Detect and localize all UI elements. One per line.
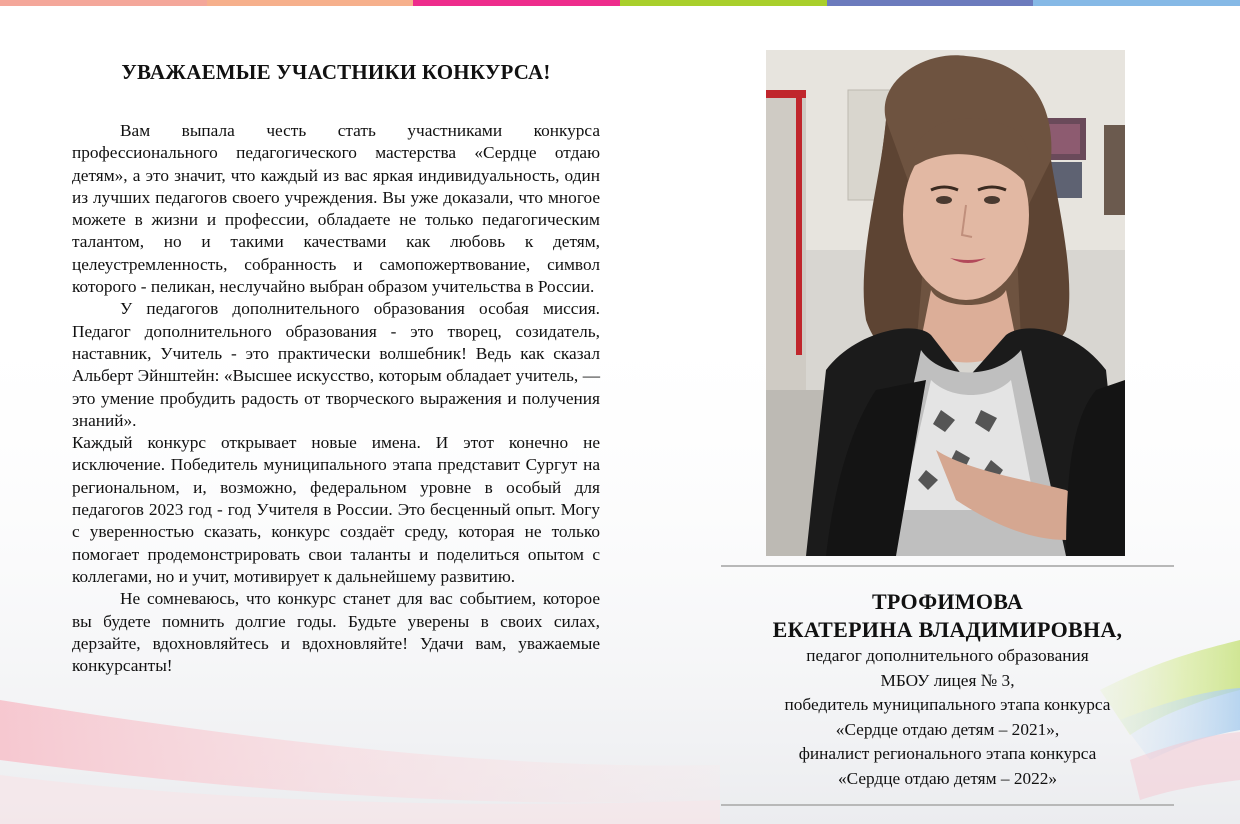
portrait-photo [766, 50, 1125, 556]
teacher-surname: ТРОФИМОВА [871, 589, 1024, 614]
portrait-illustration [766, 50, 1125, 556]
teacher-role-line: «Сердце отдаю детям – 2022» [837, 768, 1058, 788]
message-paragraph: У педагогов дополнительного образования особая миссия. Педагог дополнительного образования - это творец, созидатель, наставник, Учитель - это практически волшебник! Ведь как сказал Альберт Эйнштейн: «Высшее искусство, которым обладает учитель, — это умение пробудить радость от творческого выражения и получения знаний». [72, 299, 600, 430]
divider-top [721, 565, 1174, 567]
message-body [72, 120, 600, 677]
teacher-role-line: «Сердце отдаю детям – 2021», [835, 719, 1060, 739]
teacher-role-line: МБОУ лицея № 3, [880, 670, 1015, 690]
teacher-given-names: ЕКАТЕРИНА ВЛАДИМИРОВНА, [772, 617, 1123, 642]
teacher-info [721, 588, 1174, 791]
message-paragraph: Вам выпала честь стать участниками конкурса профессионального педагогического мастерства «Сердце отдаю детям», а это значит, что каждый из вас яркая индивидуальность, один из лучших педагогов своего учреждения. Вы уже доказали, что многое можете в жизни и профессии, обладаете не только педагогическим талантом, но и такими качествами как любовь к детям, целеустремленность, собранность и самопожертвование, символ которого - пеликан, неслучайно выбран образом учительства в России. [72, 121, 600, 297]
message-paragraph: Каждый конкурс открывает новые имена. И этот конечно не исключение. Победитель муниципального этапа представит Сургут на региональном, и, возможно, федеральном уровне в особый для педагогов 2023 год - год Учителя в России. Это бесценный опыт. Могу с уверенностью сказать, конкурс создаёт среду, которая не только помогает продемонстрировать свои таланты и поделиться опытом с коллегами, но и учит, мотивирует к дальнейшему развитию. [72, 433, 600, 586]
teacher-role-line: победитель муниципального этапа конкурса [784, 695, 1111, 714]
divider-bottom [721, 804, 1174, 806]
message-paragraph: Не сомневаюсь, что конкурс станет для вас событием, которое вы будете помнить долгие годы. Будьте уверены в своих силах, дерзайте, вдохновляйтесь и вдохновляйте! Удачи вам, уважаемые конкурсанты! [72, 589, 600, 676]
teacher-role-line: педагог дополнительного образования [806, 646, 1089, 665]
page-heading: УВАЖАЕМЫЕ УЧАСТНИКИ КОНКУРСА! [121, 60, 551, 84]
teacher-role-line: финалист регионального этапа конкурса [798, 744, 1097, 763]
